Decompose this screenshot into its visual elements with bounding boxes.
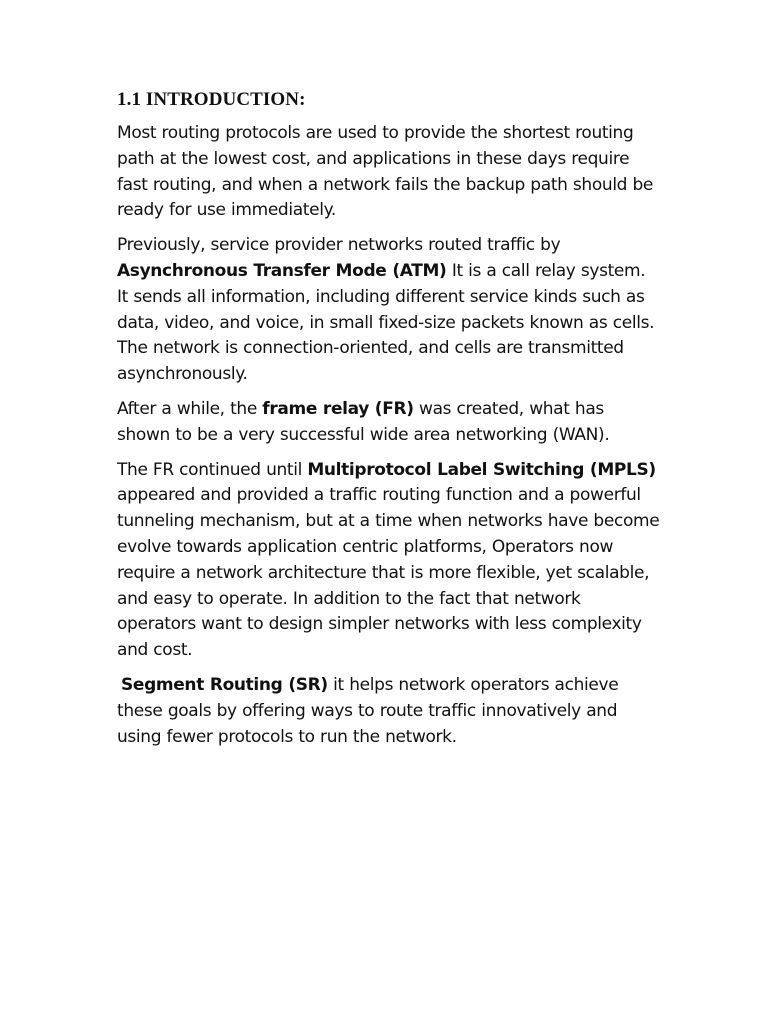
paragraph-text-before: After a while, the [117,398,263,419]
paragraph-text-after: appeared and provided a traffic routing function and a powerful tunneling mechanism, but at a time when networks have become evolve towards application centric platforms, Operators now require a network architecture that is more flexible, yet scalable, and easy to operate. In addition to the fact that network operators want to design simpler networks with less complexity and cost. [117,485,660,661]
term-mpls: Multiprotocol Label Switching (MPLS) [307,459,656,480]
term-frame-relay: frame relay (FR) [262,398,414,419]
paragraph-mpls [117,458,660,664]
paragraph-text-before: The FR continued until [117,459,308,480]
paragraph-text-after: It is a call relay system. It sends all information, including different service kinds such as data, video, and voice, in small fixed-size packets known as cells. The network is connection-oriented, and cells are transmitted asynchronously. [117,260,655,385]
paragraph-segment-routing [117,673,660,750]
section-heading: 1.1 INTRODUCTION: [117,89,306,110]
paragraph-text-after: it helps network operators achieve these goals by offering ways to route traffic innovatively and using fewer protocols to run the network. [117,674,619,747]
paragraph-text: Most routing protocols are used to provide the shortest routing path at the lowest cost, and applications in these days require fast routing, and when a network fails the backup path should be ready for use immediately. [117,123,654,221]
term-atm: Asynchronous Transfer Mode (ATM) [117,260,447,281]
paragraph-text-before: Previously, service provider networks routed traffic by [117,235,561,256]
term-segment-routing: Segment Routing (SR) [121,674,328,695]
paragraph-frame-relay [117,397,660,449]
paragraph-atm [117,233,660,388]
paragraph-text-after: was created, what has shown to be a very successful wide area networking (WAN). [117,398,610,445]
paragraph-routing-protocols [117,121,660,224]
